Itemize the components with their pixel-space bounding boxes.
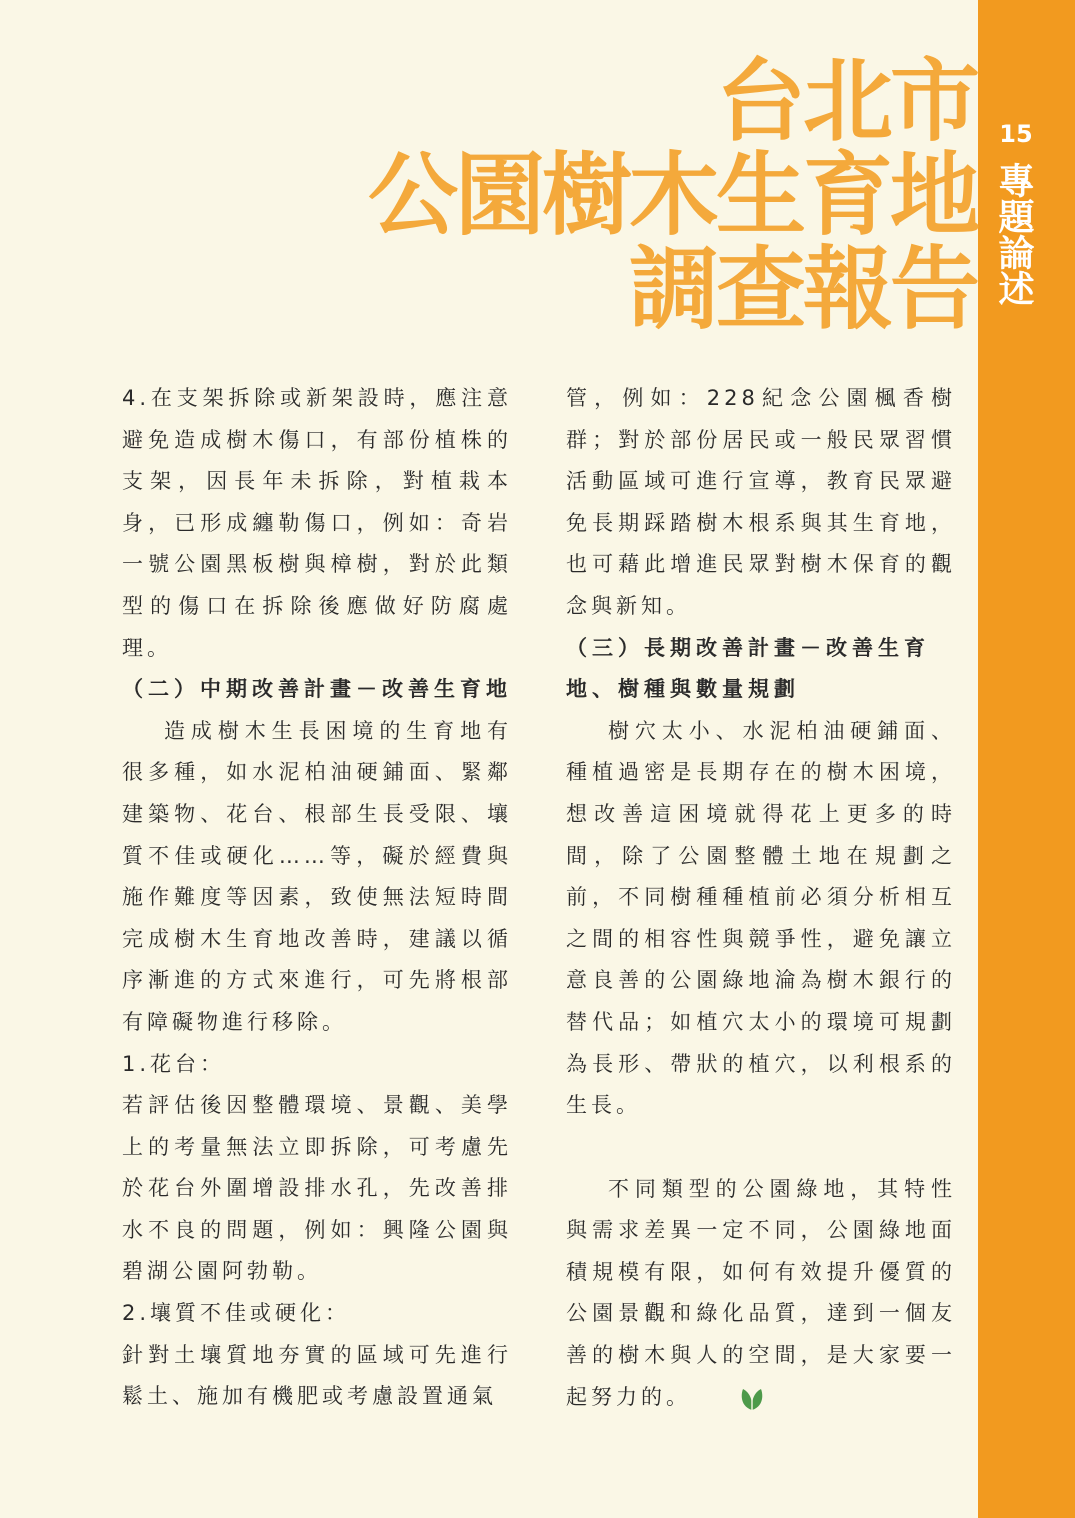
heading-long-term-plan: （三）長期改善計畫－改善生育地、樹種與數量規劃 [566, 635, 930, 702]
article-title [368, 49, 977, 342]
left-column [122, 378, 512, 1418]
item-flower-bed-label: 1.花台： [122, 1051, 226, 1076]
title-line-1: 台北市 [716, 49, 977, 154]
right-column [566, 378, 956, 1418]
paragraph-spacer [566, 1127, 956, 1169]
paragraph-tree-pits: 樹穴太小、水泥柏油硬鋪面、種植過密是長期存在的樹木困境，想改善這困境就得花上更多的時間，除了公園整體土地在規劃之前，不同樹種種植前必須分析相互之間的相容性與競爭性，避免讓立意良善的公園綠地淪為樹木銀行的替代品；如植穴太小的環境可規劃為長形、帶狀的植穴，以利根系的生長。 [566, 718, 956, 1118]
paragraph-ventilation-education: 管，例如：228紀念公園楓香樹群；對於部份居民或一般民眾習慣活動區域可進行宣導，教育民眾避免長期踩踏樹木根系與其生育地，也可藉此增進民眾對樹木保育的觀念與新知。 [566, 386, 956, 618]
paragraph-conclusion [566, 1169, 956, 1419]
item-soil-text: 針對土壤質地夯實的區域可先進行鬆土、施加有機肥或考慮設置通氣 [122, 1342, 512, 1409]
item-soil-label: 2.壤質不佳或硬化： [122, 1301, 351, 1326]
title-line-3: 調查報告 [629, 237, 977, 342]
leaf-icon [695, 1383, 725, 1413]
title-line-2: 公園樹木生育地 [368, 143, 977, 248]
section-label: 專題論述 [993, 162, 1034, 306]
item-flower-bed-text: 若評估後因整體環境、景觀、美學上的考量無法立即拆除，可考慮先於花台外圍增設排水孔，先改善排水不良的問題，例如：興隆公園與碧湖公園阿勃勒。 [122, 1093, 512, 1284]
page-number: 15 [999, 120, 1033, 148]
paragraph-support-removal: 4.在支架拆除或新架設時，應注意避免造成樹木傷口，有部份植株的支架，因長年未拆除，對植栽本身，已形成纏勒傷口，例如：奇岩一號公園黑板樹與樟樹，對於此類型的傷口在拆除後應做好防腐處理。 [122, 386, 512, 660]
conclusion-text: 不同類型的公園綠地，其特性與需求差異一定不同，公園綠地面積規模有限，如何有效提升優質的公園景觀和綠化品質，達到一個友善的樹木與人的空間，是大家要一起努力的。 [566, 1176, 956, 1409]
heading-mid-term-plan: （二）中期改善計畫－改善生育地 [122, 677, 512, 702]
paragraph-habitat-improvement: 造成樹木生長困境的生育地有很多種，如水泥柏油硬鋪面、緊鄰建築物、花台、根部生長受限、壤質不佳或硬化……等，礙於經費與施作難度等因素，致使無法短時間完成樹木生育地改善時，建議以循序漸進的方式來進行，可先將根部有障礙物進行移除。 [122, 718, 512, 1034]
